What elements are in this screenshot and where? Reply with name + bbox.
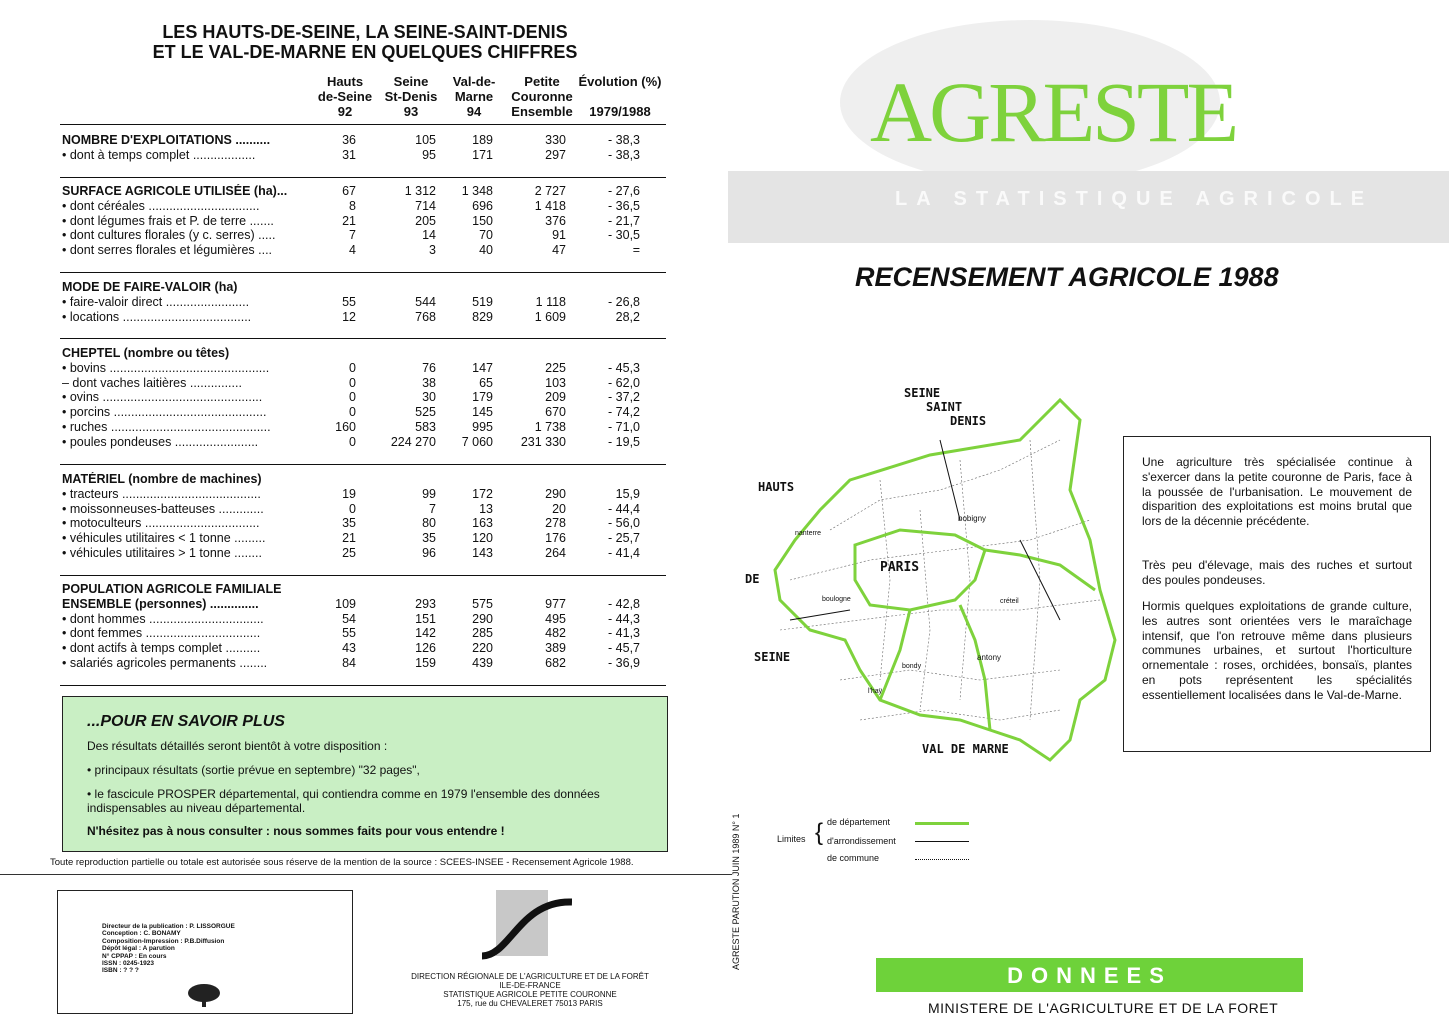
row-label: • dont cultures florales (y c. serres) ..... — [62, 228, 276, 243]
summary-paragraph-3: Hormis quelques exploitations de grande culture, les autres sont orientées vers le maraîchage intensif, que l'on retrouve même dans plusieurs communes urbaines, et surtout l'horticulture ornementale : roses, orchidées, bonsaïs, plantes en pots représentent les spécialités essentiellement localisées dans le Val-de-Marne. — [1142, 599, 1412, 702]
cell-value: 31 — [342, 147, 356, 162]
cell-value: 76 — [422, 360, 436, 375]
cell-value: 1 738 — [534, 419, 566, 434]
row-label: • poules pondeuses ........................ — [62, 434, 259, 449]
row-label: MATÉRIEL (nombre de machines) — [62, 472, 262, 486]
legend-title: Limites — [777, 834, 806, 844]
table-row — [60, 199, 670, 214]
credits-box — [57, 890, 353, 1014]
table-row — [60, 502, 670, 517]
direction-address — [395, 972, 665, 1008]
row-label: • faire-valoir direct ........................ — [62, 294, 250, 309]
map-town-nanterre: nanterre — [795, 530, 822, 537]
table-row — [60, 376, 670, 391]
cell-value: 25 — [342, 545, 356, 560]
table-row — [60, 295, 670, 310]
cell-value: 20 — [552, 501, 566, 516]
cell-value: 189 — [472, 133, 493, 147]
table-section — [60, 133, 670, 163]
table-row — [60, 214, 670, 229]
cell-value: 670 — [545, 405, 566, 420]
cell-value: 220 — [472, 641, 493, 656]
title-line-2: ET LE VAL-DE-MARNE EN QUELQUES CHIFFRES — [152, 42, 578, 62]
cell-value: 264 — [545, 545, 566, 560]
table-section — [60, 184, 670, 258]
table-row — [60, 390, 670, 405]
credit-line: ISSN : 0245-1923 — [102, 960, 155, 967]
column-header-line: Petite — [524, 74, 560, 89]
cell-value: 21 — [342, 213, 356, 228]
table-section — [60, 582, 670, 671]
cell-value: 30 — [422, 390, 436, 405]
cell-value: 55 — [342, 294, 356, 309]
cell-value: 519 — [472, 294, 493, 309]
row-label: CHEPTEL (nombre ou têtes) — [62, 346, 230, 360]
table-row — [60, 656, 670, 671]
column-header — [574, 74, 666, 119]
row-label: ENSEMBLE (personnes) .............. — [62, 596, 259, 611]
table-row — [60, 184, 670, 199]
row-label: SURFACE AGRICOLE UTILISÉE (ha)... — [62, 184, 288, 198]
map-label-ssd-3: DENIS — [950, 414, 987, 428]
column-headers — [60, 74, 670, 126]
cell-value: 1 609 — [534, 309, 566, 324]
page-title — [60, 22, 670, 62]
cell-value: - 42,8 — [608, 596, 640, 611]
cell-value: 714 — [415, 198, 436, 213]
cell-value: 439 — [472, 655, 493, 670]
cell-value: 99 — [422, 486, 436, 501]
row-label: • véhicules utilitaires > 1 tonne ........ — [62, 545, 262, 560]
cell-value: 15,9 — [615, 486, 640, 501]
cell-value: 70 — [479, 228, 493, 243]
header-rule — [60, 124, 666, 125]
column-header-line: de-Seine — [317, 89, 373, 104]
table-row — [60, 641, 670, 656]
cell-value: 2 727 — [534, 184, 566, 198]
table-row — [60, 243, 670, 258]
column-header-line: Seine — [393, 74, 429, 89]
cell-value: - 26,8 — [608, 294, 640, 309]
cell-value: 55 — [342, 626, 356, 641]
info-box-item-1: • principaux résultats (sortie prévue en septembre) "32 pages", — [87, 763, 420, 777]
row-label: • dont actifs à temps complet .......... — [62, 641, 261, 656]
table-row — [60, 612, 670, 627]
info-box-title: ...POUR EN SAVOIR PLUS — [87, 713, 285, 730]
cell-value: 8 — [349, 198, 356, 213]
cell-value: 977 — [545, 596, 566, 611]
cell-value: 3 — [429, 243, 436, 258]
department-boundary-inner — [880, 550, 1095, 730]
row-label: • dont hommes ................................. — [62, 611, 264, 626]
cell-value: 151 — [415, 611, 436, 626]
cell-value: 525 — [415, 405, 436, 420]
map-town-nogent: créteil — [1000, 598, 1019, 605]
cell-value: 54 — [342, 611, 356, 626]
table-row — [60, 405, 670, 420]
table-row — [60, 472, 670, 487]
row-label: • bovins .............................................. — [62, 360, 270, 375]
legend-brace: { — [815, 819, 824, 846]
cell-value: 12 — [342, 309, 356, 324]
cell-value: 293 — [415, 596, 436, 611]
cell-value: - 38,3 — [608, 147, 640, 162]
column-header-line: 93 — [403, 104, 419, 119]
map-label-ssd-2: SAINT — [926, 400, 963, 414]
cell-value: 143 — [472, 545, 493, 560]
cell-value: 7 — [349, 228, 356, 243]
info-box-intro: Des résultats détaillés seront bientôt à votre disposition : — [87, 739, 388, 753]
map-town-creteil: antony — [977, 653, 1002, 662]
summary-paragraph-1: Une agriculture très spécialisée continue à s'exercer dans la petite couronne de Paris, face à la poussée de l'urbanisation. Le mouvement de disparition des exploitations est moins brutal que lors de la décennie précédente. — [1142, 455, 1412, 529]
cell-value: - 56,0 — [608, 516, 640, 531]
table-row — [60, 310, 670, 325]
cell-value: 1 418 — [534, 198, 566, 213]
column-header — [312, 74, 378, 119]
cell-value: 285 — [472, 626, 493, 641]
table-row — [60, 133, 670, 148]
departments-map — [760, 380, 1120, 780]
info-box — [62, 696, 668, 852]
divider — [0, 874, 732, 875]
row-label: • ovins .............................................. — [62, 390, 263, 405]
table-row — [60, 531, 670, 546]
column-header-line: St-Denis — [384, 89, 438, 104]
cell-value: 35 — [342, 516, 356, 531]
cell-value: 171 — [472, 147, 493, 162]
cell-value: 575 — [472, 596, 493, 611]
cell-value: 159 — [415, 655, 436, 670]
cell-value: 209 — [545, 390, 566, 405]
table-row — [60, 435, 670, 450]
credit-line: Composition-Impression : P.B.Diffusion — [102, 937, 225, 945]
cell-value: - 71,0 — [608, 419, 640, 434]
cell-value: - 37,2 — [608, 390, 640, 405]
publication-vertical-text — [728, 800, 746, 970]
cell-value: 84 — [342, 655, 356, 670]
column-header-line — [574, 89, 666, 104]
department-boundary — [775, 400, 1115, 760]
cell-value: 205 — [415, 213, 436, 228]
drafr-logo-icon — [480, 890, 572, 962]
cell-value: 67 — [342, 184, 356, 198]
direction-line: ILE-DE-FRANCE — [499, 981, 561, 990]
cell-value: 290 — [472, 611, 493, 626]
cell-value: 224 270 — [390, 434, 436, 449]
row-label: • moissonneuses-batteuses ............. — [62, 501, 264, 516]
cell-value: 0 — [349, 360, 356, 375]
cell-value: 1 312 — [404, 184, 436, 198]
credit-line: Directeur de la publication : P. LISSORGUE — [102, 923, 235, 930]
map-town-bobigny: bobigny — [958, 514, 987, 523]
row-label: • dont serres florales et légumières .... — [62, 243, 273, 258]
table-row — [60, 228, 670, 243]
cell-value: 682 — [545, 655, 566, 670]
cell-value: 290 — [545, 486, 566, 501]
cell-value: 120 — [472, 531, 493, 546]
credit-line: Conception : C. BONAMY — [102, 930, 181, 938]
cell-value: = — [632, 243, 640, 258]
table-row — [60, 148, 670, 163]
cell-value: 21 — [342, 531, 356, 546]
title-line-1: LES HAUTS-DE-SEINE, LA SEINE-SAINT-DENIS — [162, 22, 568, 42]
table-row — [60, 487, 670, 502]
cell-value: 995 — [472, 419, 493, 434]
cell-value: 38 — [422, 375, 436, 390]
row-label: • dont céréales ................................ — [62, 198, 260, 213]
cell-value: 150 — [472, 213, 493, 228]
table-row — [60, 280, 670, 295]
map-legend — [777, 815, 977, 865]
section-rule — [60, 685, 666, 686]
cell-value: 172 — [472, 486, 493, 501]
info-box-item-2: • le fascicule PROSPER départemental, qui contiendra comme en 1979 l'ensemble des données indispensables au niveau départemental. — [87, 787, 600, 815]
cell-value: 7 060 — [461, 434, 493, 449]
cell-value: - 36,9 — [608, 655, 640, 670]
cell-value: 1 118 — [535, 294, 566, 309]
column-header-line: Ensemble — [511, 104, 573, 119]
cell-value: 0 — [349, 405, 356, 420]
cell-value: 768 — [415, 309, 436, 324]
table-row — [60, 582, 670, 597]
donnees-banner — [876, 958, 1303, 992]
row-label: • dont légumes frais et P. de terre ....... — [62, 213, 274, 228]
section-rule — [60, 464, 666, 465]
cell-value: 583 — [415, 419, 436, 434]
row-label: • salariés agricoles permanents ........ — [62, 655, 268, 670]
table-row — [60, 546, 670, 561]
row-label: • dont femmes ................................. — [62, 626, 261, 641]
row-label: POPULATION AGRICOLE FAMILIALE — [62, 582, 282, 596]
cell-value: - 38,3 — [608, 133, 640, 147]
column-header-line: Val-de- — [452, 74, 496, 89]
map-label-ssd-1: SEINE — [904, 386, 941, 400]
direction-line: 175, rue du CHEVALERET 75013 PARIS — [457, 999, 603, 1008]
cell-value: 47 — [552, 243, 566, 258]
column-header — [506, 74, 578, 119]
direction-line: DIRECTION RÉGIONALE DE L'AGRICULTURE ET DE LA FORÊT — [411, 972, 649, 981]
cell-value: 142 — [415, 626, 436, 641]
summary-box — [1123, 436, 1431, 752]
map-town-lhay: bondy — [902, 663, 922, 670]
column-header-line: 1979/1988 — [589, 104, 651, 119]
row-label: • porcins ............................................ — [62, 405, 267, 420]
cell-value: 829 — [472, 309, 493, 324]
map-label-hds-2: DE — [745, 572, 760, 586]
cell-value: 147 — [472, 360, 493, 375]
direction-line: STATISTIQUE AGRICOLE PETITE COURONNE — [443, 990, 617, 999]
cell-value: 105 — [415, 133, 436, 147]
credit-line: ISBN : ? ? ? — [102, 967, 139, 975]
cell-value: 0 — [349, 375, 356, 390]
cell-value: - 44,4 — [608, 501, 640, 516]
cell-value: - 74,2 — [608, 405, 640, 420]
cell-value: 28,2 — [615, 309, 640, 324]
cell-value: 40 — [479, 243, 493, 258]
section-rule — [60, 177, 666, 178]
cell-value: 36 — [342, 133, 356, 147]
column-header — [378, 74, 444, 119]
cell-value: - 27,6 — [608, 184, 640, 198]
cell-value: 376 — [545, 213, 566, 228]
row-label: – dont vaches laitières ............... — [62, 375, 242, 390]
cell-value: 696 — [472, 198, 493, 213]
table-row — [60, 420, 670, 435]
cell-value: 225 — [545, 360, 566, 375]
row-label: • tracteurs ........................................ — [62, 486, 261, 501]
credit-line: Dépôt légal : A parution — [102, 945, 175, 953]
map-town-boulogne: boulogne — [822, 596, 851, 603]
cell-value: 297 — [545, 147, 566, 162]
cell-value: 14 — [422, 228, 436, 243]
cell-value: 231 330 — [520, 434, 566, 449]
column-header-line: 92 — [337, 104, 353, 119]
table-row — [60, 597, 670, 612]
row-label: NOMBRE D'EXPLOITATIONS .......... — [62, 133, 271, 147]
table-row — [60, 516, 670, 531]
table-section — [60, 280, 670, 324]
paris-boundary — [855, 530, 985, 610]
cell-value: 65 — [479, 375, 493, 390]
cell-value: 95 — [422, 147, 436, 162]
legend-swatch-department — [915, 822, 969, 825]
cell-value: - 45,3 — [608, 360, 640, 375]
map-label-hds-3: SEINE — [754, 650, 791, 664]
table-row — [60, 346, 670, 361]
table-row — [60, 361, 670, 376]
cell-value: - 21,7 — [608, 213, 640, 228]
cell-value: 19 — [342, 486, 356, 501]
cell-value: 126 — [415, 641, 436, 656]
cell-value: 7 — [429, 501, 436, 516]
cell-value: 109 — [335, 596, 356, 611]
summary-paragraph-2: Très peu d'élevage, mais des ruches et surtout des poules pondeuses. — [1142, 558, 1412, 587]
section-rule — [60, 338, 666, 339]
tagline: LA STATISTIQUE AGRICOLE — [895, 188, 1374, 210]
cell-value: 0 — [349, 501, 356, 516]
row-label: • motoculteurs ................................. — [62, 516, 260, 531]
cell-value: 0 — [349, 390, 356, 405]
cell-value: - 41,3 — [608, 626, 640, 641]
legend-swatch-arrondissement — [915, 841, 969, 842]
ministry-name: MINISTERE DE L'AGRICULTURE ET DE LA FORET — [928, 1000, 1279, 1016]
cell-value: - 19,5 — [608, 434, 640, 449]
section-rule — [60, 575, 666, 576]
legend-item-3: de commune — [827, 853, 880, 863]
tree-icon — [184, 983, 224, 1009]
cell-value: 495 — [545, 611, 566, 626]
section-rule — [60, 272, 666, 273]
legend-item-2: d'arrondissement — [827, 836, 896, 846]
publication-info: AGRESTE PARUTION JUIN 1989 N° 1 — [731, 813, 741, 970]
map-label-paris: PARIS — [880, 560, 920, 575]
cell-value: - 44,3 — [608, 611, 640, 626]
cell-value: 4 — [349, 243, 356, 258]
cell-value: 13 — [479, 501, 493, 516]
cell-value: 179 — [472, 390, 493, 405]
cell-value: 1 348 — [461, 184, 493, 198]
cell-value: 176 — [545, 531, 566, 546]
column-header-line: Couronne — [511, 89, 573, 104]
table-section — [60, 346, 670, 450]
legend-swatch-commune — [915, 859, 969, 860]
cell-value: 389 — [545, 641, 566, 656]
cell-value: - 41,4 — [608, 545, 640, 560]
footnote: Toute reproduction partielle ou totale est autorisée sous réserve de la mention de la source : SCEES-INSEE - Recensement Agricole 1988. — [50, 857, 634, 868]
cell-value: - 25,7 — [608, 531, 640, 546]
cell-value: 35 — [422, 531, 436, 546]
cell-value: 96 — [422, 545, 436, 560]
cell-value: 544 — [415, 294, 436, 309]
legend-item-1: de département — [827, 817, 891, 827]
cell-value: - 62,0 — [608, 375, 640, 390]
cell-value: 43 — [342, 641, 356, 656]
donnees-label: DONNEES — [1007, 963, 1172, 988]
cell-value: 278 — [545, 516, 566, 531]
cell-value: 160 — [335, 419, 356, 434]
row-label: • véhicules utilitaires < 1 tonne ......... — [62, 531, 266, 546]
cell-value: 80 — [422, 516, 436, 531]
map-communes-texture — [780, 440, 1100, 720]
row-label: • dont à temps complet .................. — [62, 147, 256, 162]
cell-value: - 36,5 — [608, 198, 640, 213]
column-header-line: Évolution (%) — [578, 74, 662, 89]
cell-value: 103 — [545, 375, 566, 390]
table-row — [60, 626, 670, 641]
cell-value: - 30,5 — [608, 228, 640, 243]
map-town-antony: l'haÿ — [868, 688, 883, 695]
cell-value: 163 — [472, 516, 493, 531]
cell-value: 145 — [472, 405, 493, 420]
main-heading: RECENSEMENT AGRICOLE 1988 — [855, 262, 1279, 292]
column-header — [444, 74, 504, 119]
row-label: • ruches .............................................. — [62, 419, 271, 434]
cell-value: 0 — [349, 434, 356, 449]
map-label-hds-1: HAUTS — [758, 480, 795, 494]
cell-value: 330 — [545, 133, 566, 147]
row-label: MODE DE FAIRE-VALOIR (ha) — [62, 280, 238, 294]
column-header-line: 94 — [466, 104, 482, 119]
info-box-cta: N'hésitez pas à nous consulter : nous sommes faits pour vous entendre ! — [87, 824, 505, 838]
column-header-line: Hauts — [326, 74, 364, 89]
credit-line: N° CPPAP : En cours — [102, 952, 167, 960]
row-label: • locations ..................................... — [62, 309, 252, 324]
column-header-line: Marne — [454, 89, 494, 104]
table-section — [60, 472, 670, 561]
map-label-vdm: VAL DE MARNE — [922, 742, 1009, 756]
agreste-logo: AGRESTE — [870, 64, 1236, 160]
cell-value: - 45,7 — [608, 641, 640, 656]
cell-value: 482 — [545, 626, 566, 641]
cell-value: 91 — [552, 228, 566, 243]
